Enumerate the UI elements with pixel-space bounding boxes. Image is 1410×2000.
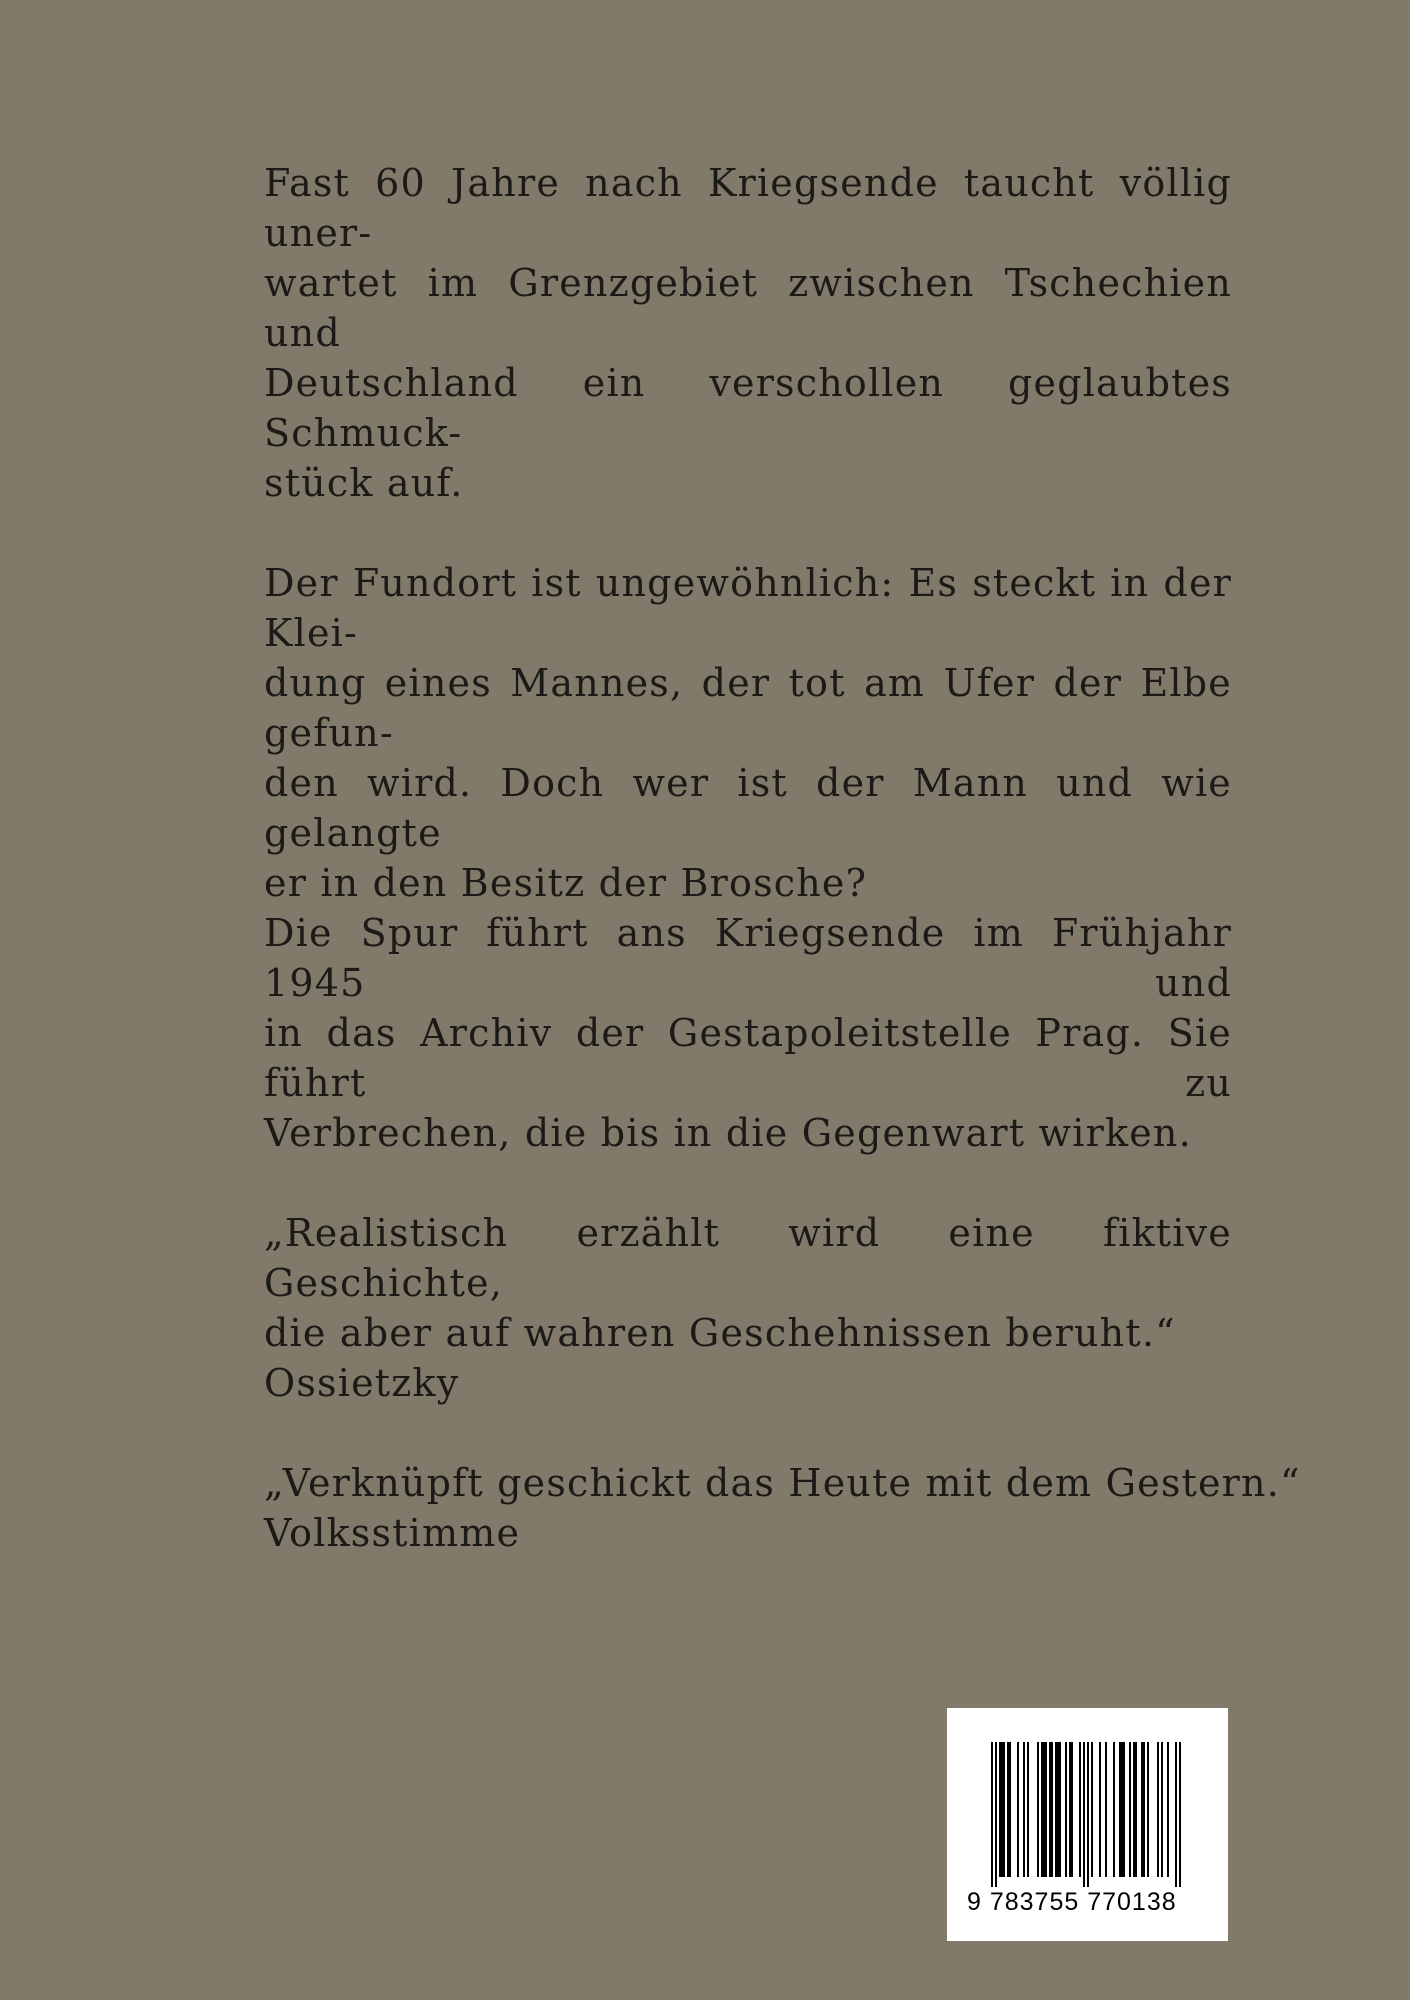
- barcode-bar: [1113, 1742, 1115, 1877]
- barcode-bar: [1157, 1742, 1159, 1877]
- barcode-bar: [1129, 1742, 1131, 1877]
- barcode-bar: [1003, 1742, 1005, 1877]
- barcode-bar: [1175, 1742, 1177, 1887]
- barcode-bar: [1135, 1742, 1137, 1877]
- barcode-bar: [1071, 1742, 1073, 1877]
- quote-line: „Verknüpft geschickt das Heute mit dem Gestern.“: [264, 1461, 1301, 1505]
- barcode-bar: [1179, 1742, 1181, 1887]
- blurb-line: Der Fundort ist ungewöhnlich: Es steckt in der Klei-: [264, 561, 1232, 655]
- blurb-line: wartet im Grenzgebiet zwischen Tschechien und: [264, 261, 1232, 355]
- blurb-line: Verbrechen, die bis in die Gegenwart wirken.: [264, 1111, 1192, 1155]
- blurb-line: Die Spur führt ans Kriegsende im Frühjahr 1945 und: [264, 911, 1232, 1005]
- barcode-bar: [1023, 1742, 1025, 1877]
- barcode-bar: [1057, 1742, 1059, 1877]
- barcode-bar: [1055, 1742, 1057, 1877]
- blurb-paragraph-1: [264, 158, 1232, 508]
- barcode-bar: [1143, 1742, 1145, 1877]
- barcode-bar: [1105, 1742, 1107, 1877]
- blurb-line: den wird. Doch wer ist der Mann und wie gelangte: [264, 761, 1232, 855]
- blurb-line: in das Archiv der Gestapoleitstelle Prag. Sie führt zu: [264, 1011, 1232, 1105]
- blurb-line: Fast 60 Jahre nach Kriegsende taucht völlig uner-: [264, 161, 1232, 255]
- barcode-bar: [1099, 1742, 1101, 1877]
- blurb-line: er in den Besitz der Brosche?: [264, 861, 868, 905]
- barcode-bar: [1051, 1742, 1053, 1877]
- barcode-bar: [1001, 1742, 1003, 1877]
- isbn-digits: 9 783755 770138: [967, 1888, 1177, 1916]
- barcode-bar: [995, 1742, 997, 1887]
- barcode-bar: [1083, 1742, 1085, 1887]
- blurb-line: stück auf.: [264, 461, 464, 505]
- barcode-bar: [1161, 1742, 1163, 1877]
- barcode-bar: [1087, 1742, 1089, 1887]
- barcode-bar: [1069, 1742, 1071, 1877]
- barcode-bar: [999, 1742, 1001, 1877]
- barcode-bar: [1007, 1742, 1009, 1877]
- barcode-bar: [1037, 1742, 1039, 1877]
- blurb-line: Deutschland ein verschollen geglaubtes Schmuck-: [264, 361, 1232, 455]
- review-quote-1: [264, 1208, 1232, 1408]
- barcode-bar: [1121, 1742, 1123, 1877]
- barcode-bar: [991, 1742, 993, 1887]
- barcode-bar: [1049, 1742, 1051, 1877]
- barcode-bar: [1045, 1742, 1047, 1877]
- barcode-bar: [1017, 1742, 1019, 1877]
- barcode-bar: [1167, 1742, 1169, 1877]
- barcode-bar: [1041, 1742, 1043, 1877]
- blurb-line: dung eines Mannes, der tot am Ufer der Elbe gefun-: [264, 661, 1232, 755]
- barcode-bar: [1009, 1742, 1011, 1877]
- barcode-bar: [1123, 1742, 1125, 1877]
- barcode-bar: [1133, 1742, 1135, 1877]
- blurb-paragraph-2: [264, 558, 1232, 1158]
- quote-line: „Realistisch erzählt wird eine fiktive Geschichte,: [264, 1211, 1232, 1305]
- review-quote-2: [264, 1458, 1301, 1558]
- barcode-bar: [1141, 1742, 1143, 1877]
- quote-line: die aber auf wahren Geschehnissen beruht.“: [264, 1311, 1176, 1355]
- barcode-bar: [1147, 1742, 1149, 1877]
- barcode-bar: [1027, 1742, 1029, 1877]
- barcode-bar: [1043, 1742, 1045, 1877]
- barcode-bar: [1119, 1742, 1121, 1877]
- isbn-barcode: [947, 1708, 1228, 1941]
- barcode-bar: [1079, 1742, 1081, 1877]
- barcode-bar: [1059, 1742, 1061, 1877]
- barcode-bars: [991, 1742, 1191, 1887]
- blurb-text: [264, 158, 1301, 1558]
- barcode-bar: [1091, 1742, 1093, 1877]
- barcode-bar: [1065, 1742, 1067, 1877]
- quote-source: Volksstimme: [264, 1511, 521, 1555]
- quote-source: Ossietzky: [264, 1361, 460, 1405]
